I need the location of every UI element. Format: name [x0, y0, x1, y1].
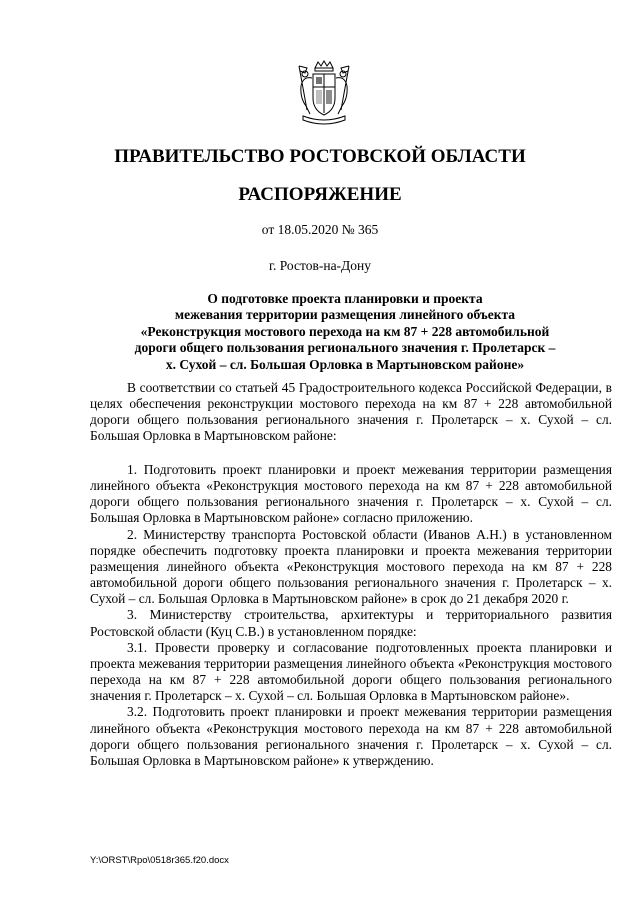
preamble [90, 380, 612, 445]
title-line: х. Сухой – сл. Большая Орловка в Мартыновском районе» [165, 356, 525, 372]
document-title [90, 291, 600, 373]
file-path-footer: Y:\ORST\Rpo\0518r365.f20.docx [90, 855, 229, 866]
title-line: межевания территории размещения линейного объекта [174, 307, 516, 323]
document-city: г. Ростов-на-Дону [268, 258, 371, 273]
preamble-paragraph: В соответствии со статьей 45 Градостроительного кодекса Российской Федерации, в целях обеспечения реконструкции мостового перехода на км 87 + 228 автомобильной дороги общего пользования регионального значения г. Пролетарск – х. Сухой – сл. Большая Орловка в Мартыновском районе: [90, 380, 612, 444]
title-line: «Реконструкция мостового перехода на км 87 + 228 автомобильной [140, 323, 550, 339]
organization-title: ПРАВИТЕЛЬСТВО РОСТОВСКОЙ ОБЛАСТИ [114, 146, 526, 167]
item-2: 2. Министерству транспорта Ростовской области (Иванов А.Н.) в установленном порядке обеспечить подготовку проекта планировки и проекта межевания территории размещения линейного объекта «Реконструкция мостового перехода на км 87 + 228 автомобильной дороги общего пользования регионального значения г. Пролетарск – х. Сухой – сл. Большая Орловка в Мартыновском районе» в срок до 21 декабря 2020 г. [90, 526, 612, 607]
coat-of-arms-icon [293, 60, 355, 128]
title-line: дороги общего пользования регионального значения г. Пролетарск – [134, 340, 556, 356]
item-3-2: 3.2. Подготовить проект планировки и проект межевания территории размещения линейного объекта «Реконструкция мостового перехода на км 87 + 228 автомобильной дороги общего пользования регионального значения г. Пролетарск – х. Сухой – сл. Большая Орловка в Мартыновском районе» к утверждению. [90, 704, 612, 768]
item-3: 3. Министерству строительства, архитектуры и территориального развития Ростовской области (Куц С.В.) в установленном порядке: [90, 607, 612, 639]
item-1: 1. Подготовить проект планировки и проект межевания территории размещения линейного объекта «Реконструкция мостового перехода на км 87 + 228 автомобильной дороги общего пользования регионального значения г. Пролетарск – х. Сухой – сл. Большая Орловка в Мартыновском районе» согласно приложению. [90, 462, 612, 526]
item-3-1: 3.1. Провести проверку и согласование подготовленных проекта планировки и проекта межевания территории размещения линейного объекта «Реконструкция мостового перехода на км 87 + 228 автомобильной дороги общего пользования регионального значения г. Пролетарск – х. Сухой – сл. Большая Орловка в Мартыновском районе». [90, 639, 612, 704]
title-line: О подготовке проекта планировки и проекта [207, 291, 483, 306]
resolution-items [90, 462, 612, 769]
document-date-number: от 18.05.2020 № 365 [261, 222, 379, 237]
document-type: РАСПОРЯЖЕНИЕ [238, 184, 402, 205]
